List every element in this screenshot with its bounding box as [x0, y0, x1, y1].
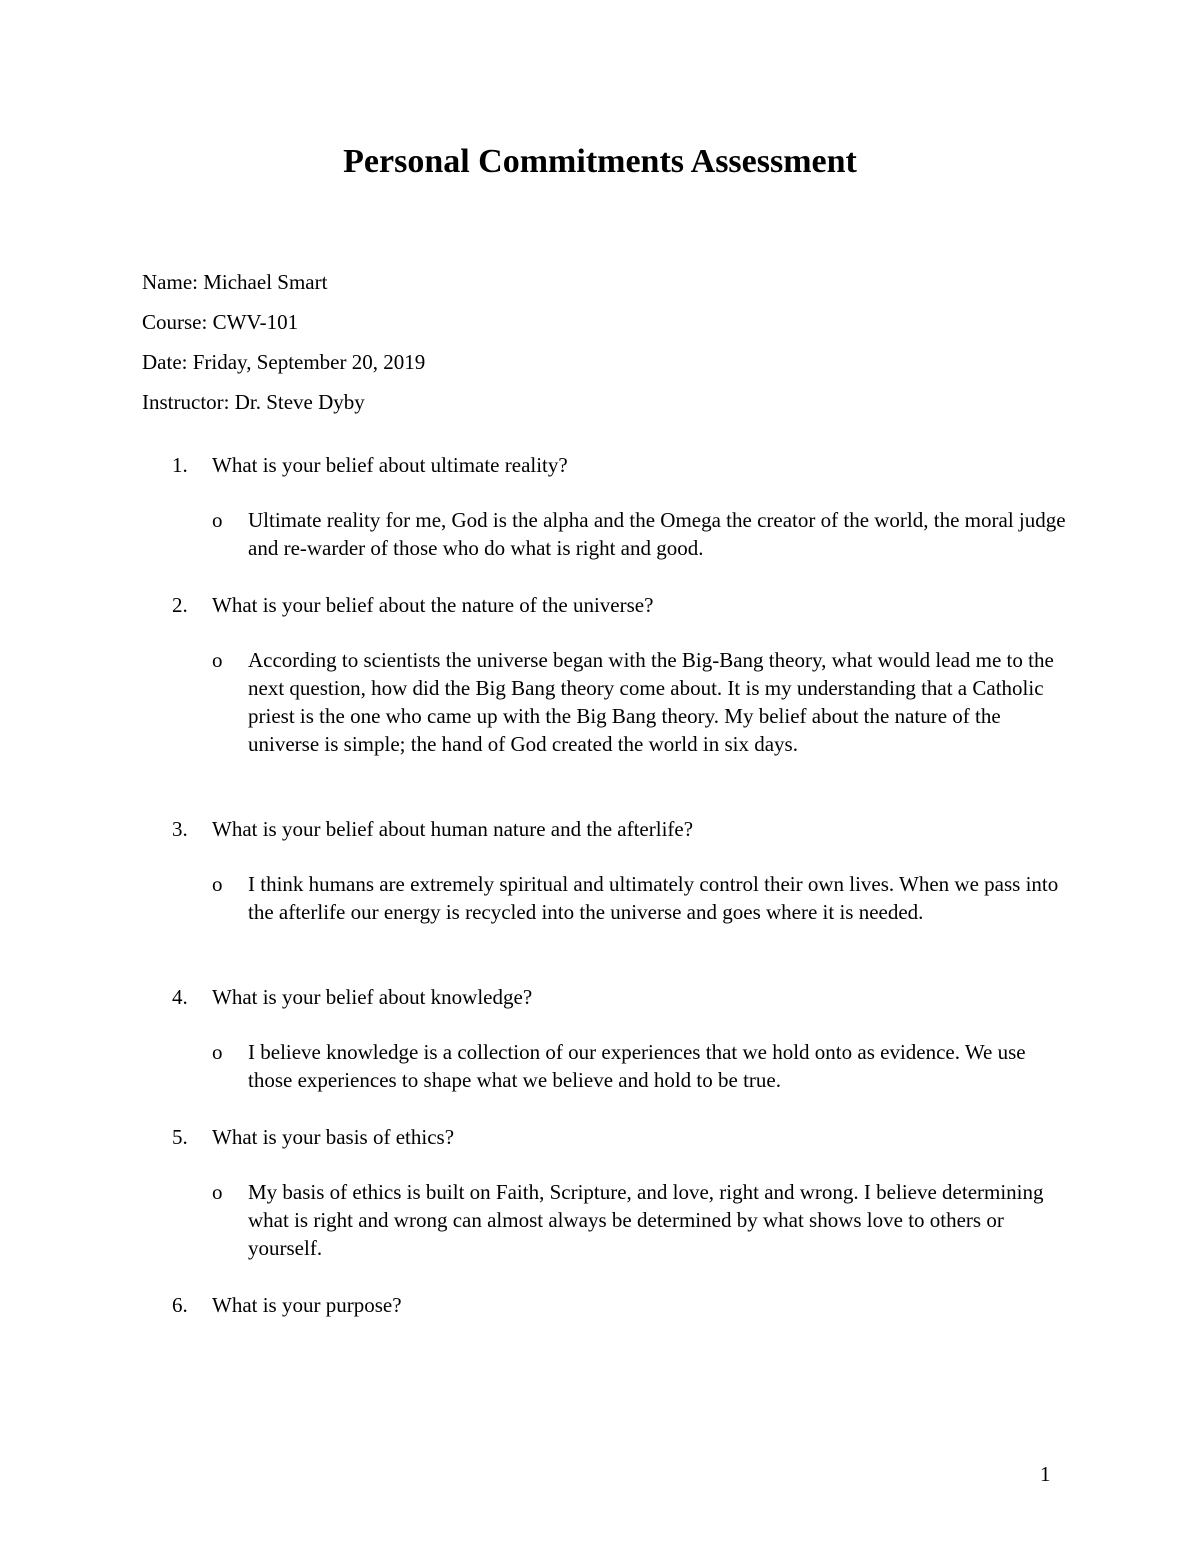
student-info	[142, 262, 425, 422]
question-text: What is your belief about ultimate reality?	[212, 453, 568, 477]
question-text: What is your belief about knowledge?	[212, 985, 533, 1009]
question-number: 4.	[172, 985, 188, 1009]
question-item	[172, 1291, 402, 1319]
bullet-icon: o	[212, 508, 223, 532]
answer-text: I believe knowledge is a collection of our experiences that we hold onto as evidence. We use those experiences to shape what we believe and hold to be true.	[248, 1040, 1026, 1092]
bullet-icon: o	[212, 872, 223, 896]
bullet-icon: o	[212, 648, 223, 672]
question-text: What is your basis of ethics?	[212, 1125, 455, 1149]
question-item	[172, 1123, 454, 1151]
answer-text: My basis of ethics is built on Faith, Scripture, and love, right and wrong. I believe determining what is right and wrong can almost always be determined by what shows love to others or yourself.	[248, 1180, 1044, 1260]
date-line: Date: Friday, September 20, 2019	[142, 350, 426, 374]
question-item	[172, 451, 568, 479]
answer-text: I think humans are extremely spiritual and ultimately control their own lives. When we pass into the afterlife our energy is recycled into the universe and goes where it is needed.	[248, 872, 1059, 924]
name-line: Name: Michael Smart	[142, 270, 328, 294]
question-text: What is your belief about the nature of the universe?	[212, 593, 654, 617]
question-number: 3.	[172, 817, 188, 841]
question-item	[172, 815, 693, 843]
instructor-line: Instructor: Dr. Steve Dyby	[142, 390, 365, 414]
question-number: 2.	[172, 593, 188, 617]
answer-item	[212, 646, 1072, 758]
bullet-icon: o	[212, 1040, 223, 1064]
question-number: 5.	[172, 1125, 188, 1149]
question-number: 6.	[172, 1293, 188, 1317]
answer-text: According to scientists the universe began with the Big-Bang theory, what would lead me to the next question, how did the Big Bang theory come about. It is my understanding that a Catholic priest is the one who came up with the Big Bang theory. My belief about the nature of the universe is simple; the hand of God created the world in six days.	[248, 648, 1054, 756]
answer-text: Ultimate reality for me, God is the alpha and the Omega the creator of the world, the moral judge and re-warder of those who do what is right and good.	[248, 508, 1066, 560]
answer-item	[212, 1038, 1072, 1094]
answer-item	[212, 1178, 1072, 1262]
bullet-icon: o	[212, 1180, 223, 1204]
course-line: Course: CWV-101	[142, 310, 299, 334]
question-text: What is your belief about human nature and the afterlife?	[212, 817, 694, 841]
question-number: 1.	[172, 453, 188, 477]
document-title: Personal Commitments Assessment	[343, 143, 857, 180]
question-item	[172, 983, 532, 1011]
question-item	[172, 591, 653, 619]
answer-item	[212, 506, 1072, 562]
question-text: What is your purpose?	[212, 1293, 402, 1317]
answer-item	[212, 870, 1072, 926]
page-number: 1	[1040, 1462, 1051, 1486]
